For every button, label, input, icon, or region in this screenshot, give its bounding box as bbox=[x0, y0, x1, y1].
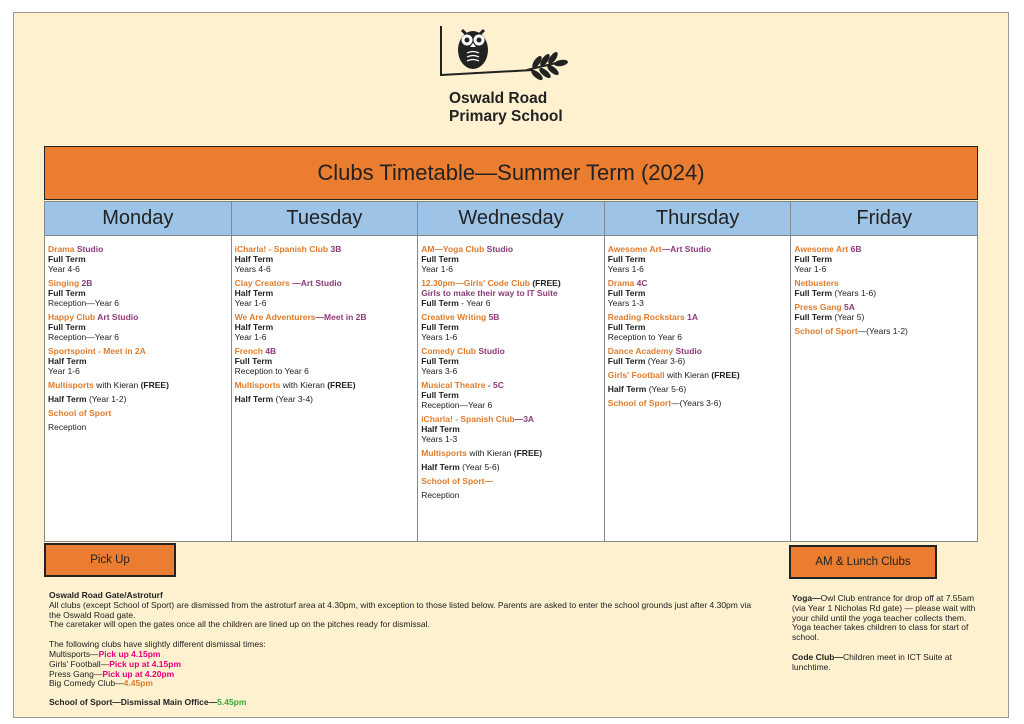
school-name bbox=[449, 90, 563, 126]
club-title-line bbox=[608, 398, 788, 408]
club-name: Musical Theatre bbox=[421, 380, 488, 390]
club-years: Year 1-6 bbox=[794, 264, 827, 274]
club-entry[interactable] bbox=[421, 448, 601, 472]
club-years: Year 1-6 bbox=[421, 264, 454, 274]
club-title-line bbox=[48, 244, 228, 254]
club-name: AM—Yoga Club bbox=[421, 244, 485, 254]
club-term-line bbox=[794, 312, 974, 322]
club-location: 3B bbox=[328, 244, 342, 254]
club-term: Half Term bbox=[48, 394, 87, 404]
timetable-grid bbox=[44, 201, 978, 542]
day-column-monday bbox=[45, 202, 232, 541]
club-note: Girls to make their way to IT Suite bbox=[421, 288, 558, 298]
day-header-monday: Monday bbox=[45, 202, 231, 236]
club-term-line bbox=[421, 298, 601, 308]
club-entry[interactable] bbox=[235, 244, 415, 274]
club-title-line bbox=[421, 312, 601, 322]
club-name: Awesome Art bbox=[607, 244, 662, 254]
club-entry[interactable] bbox=[608, 398, 788, 408]
club-term: Full Term bbox=[794, 312, 832, 322]
club-name: iCharla! - Spanish Club bbox=[421, 414, 515, 424]
club-name: School of Sport bbox=[48, 408, 112, 418]
club-title-line bbox=[235, 278, 415, 288]
club-title-line bbox=[48, 312, 228, 322]
dismissal-time: Pick up at 4.15pm bbox=[109, 658, 182, 669]
dismissal-time: Pick up at 4.20pm bbox=[102, 668, 175, 679]
club-name: Multisports bbox=[421, 448, 467, 458]
club-location: 4C bbox=[634, 278, 648, 288]
club-entry[interactable] bbox=[48, 278, 228, 308]
club-instructor: with Kieran bbox=[280, 380, 328, 390]
club-term-line bbox=[421, 462, 601, 472]
am-lunch-clubs-button[interactable]: AM & Lunch Clubs bbox=[789, 545, 937, 579]
club-years: (Year 5-6) bbox=[646, 384, 687, 394]
club-title-line bbox=[421, 278, 601, 288]
club-entry[interactable] bbox=[48, 408, 228, 432]
day-column-wednesday bbox=[418, 202, 605, 541]
club-term: Full Term bbox=[48, 322, 86, 332]
dismissal-club: Big Comedy Club— bbox=[49, 678, 124, 689]
timetable-title: Clubs Timetable—Summer Term (2024) bbox=[44, 146, 978, 200]
dismissal-time: 4.45pm bbox=[123, 678, 153, 689]
club-name: French bbox=[234, 346, 263, 356]
club-term-line bbox=[48, 394, 228, 404]
club-location: Studio bbox=[475, 346, 505, 356]
club-name: Press Gang bbox=[794, 302, 842, 312]
club-name: Clay Creators bbox=[234, 278, 290, 288]
club-title-line bbox=[235, 244, 415, 254]
club-title-line bbox=[235, 312, 415, 322]
notes-paragraph-2: The caretaker will open the gates once all the children are lined up on the pitches ready for dismissal. bbox=[49, 619, 430, 630]
club-entry[interactable] bbox=[235, 380, 415, 404]
club-years: Reception to Year 6 bbox=[234, 366, 309, 376]
day-header-friday: Friday bbox=[791, 202, 977, 236]
club-list bbox=[418, 236, 604, 508]
club-term: Half Term bbox=[234, 254, 274, 264]
club-term: Full Term bbox=[421, 356, 459, 366]
club-term-line bbox=[608, 384, 788, 394]
club-title-line bbox=[421, 380, 601, 390]
club-location: Studio bbox=[74, 244, 104, 254]
club-years: Year 1-6 bbox=[48, 366, 80, 376]
yoga-text: Owl Club entrance for drop off at 7.55am (via Year 1 Nicholas Rd gate) — please wait with your child until the yoga teacher collects them. bbox=[792, 593, 976, 623]
club-entry[interactable] bbox=[48, 380, 228, 404]
club-term: Full Term bbox=[48, 254, 86, 264]
pick-up-button[interactable]: Pick Up bbox=[44, 543, 176, 577]
club-years: Reception—Year 6 bbox=[48, 298, 120, 308]
yoga-note bbox=[792, 594, 980, 623]
club-term-line bbox=[235, 394, 415, 404]
club-years: Reception—Year 6 bbox=[421, 400, 493, 410]
club-title-line bbox=[608, 244, 788, 254]
day-column-thursday bbox=[605, 202, 792, 541]
club-title-line bbox=[421, 448, 601, 458]
club-entry[interactable] bbox=[608, 312, 788, 342]
club-entry[interactable] bbox=[794, 244, 974, 274]
school-of-sport-dismissal bbox=[49, 698, 759, 708]
club-years: —(Years 1-2) bbox=[857, 326, 908, 336]
club-list bbox=[45, 236, 231, 440]
club-name: Girls' Football bbox=[607, 370, 665, 380]
day-header-tuesday: Tuesday bbox=[232, 202, 418, 236]
club-title-line bbox=[48, 346, 228, 356]
club-years: Years 3-6 bbox=[421, 366, 458, 376]
club-name: Awesome Art bbox=[794, 244, 849, 254]
club-title-line bbox=[608, 346, 788, 356]
yoga-note-2: Yoga teacher takes children to class for start of school. bbox=[792, 622, 969, 643]
club-term: Half Term bbox=[421, 424, 460, 434]
club-term: Half Term bbox=[607, 384, 647, 394]
club-location: —Meet in 2B bbox=[315, 312, 367, 322]
club-name: School of Sport— bbox=[421, 476, 493, 486]
club-term-line bbox=[608, 356, 788, 366]
club-instructor: with Kieran bbox=[93, 380, 141, 390]
club-free-badge: (FREE) bbox=[532, 278, 561, 288]
club-name: Dance Academy bbox=[607, 346, 674, 356]
club-years: Reception bbox=[48, 422, 87, 432]
club-title-line bbox=[421, 346, 601, 356]
club-title-line bbox=[794, 326, 974, 336]
club-term: Full Term bbox=[794, 254, 832, 264]
club-term: Full Term bbox=[607, 288, 646, 298]
club-location: 1A bbox=[684, 312, 699, 322]
dismissal-time-row bbox=[49, 670, 759, 680]
club-years: Years 1-3 bbox=[607, 298, 644, 308]
club-title-line bbox=[421, 244, 601, 254]
club-years: (Year 1-2) bbox=[86, 394, 127, 404]
sos-time: 5.45pm bbox=[217, 697, 247, 708]
club-term: Full Term bbox=[234, 356, 273, 366]
club-years: Reception—Year 6 bbox=[48, 332, 120, 342]
club-years: (Year 5) bbox=[832, 312, 865, 322]
club-entry[interactable] bbox=[48, 346, 228, 376]
club-term: Half Term bbox=[234, 288, 274, 298]
day-header-wednesday: Wednesday bbox=[418, 202, 604, 236]
club-term: Half Term bbox=[48, 356, 87, 366]
club-location: - 5C bbox=[487, 380, 504, 390]
club-location: 5A bbox=[841, 302, 855, 312]
code-note bbox=[792, 653, 980, 673]
club-entry[interactable] bbox=[608, 244, 788, 274]
dismissal-time-row bbox=[49, 679, 759, 689]
dismissal-club: Girls' Football— bbox=[49, 658, 110, 669]
club-entry[interactable] bbox=[794, 326, 974, 336]
club-term: Full Term bbox=[607, 322, 646, 332]
am-lunch-notes bbox=[792, 594, 980, 673]
club-name: Happy Club bbox=[48, 312, 96, 322]
club-title-line bbox=[608, 370, 788, 380]
club-name: We Are Adventurers bbox=[234, 312, 316, 322]
club-entry[interactable] bbox=[421, 312, 601, 342]
club-entry[interactable] bbox=[794, 278, 974, 298]
school-name-line2: Primary School bbox=[449, 108, 563, 125]
club-free-badge: (FREE) bbox=[327, 380, 356, 390]
club-free-badge: (FREE) bbox=[140, 380, 169, 390]
club-location: Studio bbox=[673, 346, 702, 356]
club-title-line bbox=[48, 408, 228, 418]
club-title-line bbox=[421, 414, 601, 424]
club-years: (Year 3-4) bbox=[273, 394, 314, 404]
club-entry[interactable] bbox=[421, 346, 601, 376]
club-years: Year 1-6 bbox=[234, 332, 267, 342]
club-term: Half Term bbox=[234, 322, 274, 332]
club-location: 4B bbox=[262, 346, 277, 356]
club-name: iCharla! - Spanish Club bbox=[234, 244, 329, 254]
club-entry[interactable] bbox=[608, 346, 788, 366]
club-entry[interactable] bbox=[421, 476, 601, 500]
dismissal-time: Pick up 4.15pm bbox=[98, 648, 161, 659]
club-location: Art Studio bbox=[95, 312, 139, 322]
club-years: - Year 6 bbox=[458, 298, 491, 308]
code-label: Code Club— bbox=[792, 651, 843, 662]
club-title-line bbox=[794, 278, 974, 288]
club-entry[interactable] bbox=[235, 346, 415, 376]
club-name: Drama bbox=[48, 244, 75, 254]
club-list bbox=[605, 236, 791, 416]
club-name: School of Sport bbox=[607, 398, 672, 408]
club-term: Full Term bbox=[607, 254, 646, 264]
club-entry[interactable] bbox=[235, 312, 415, 342]
club-entry[interactable] bbox=[421, 244, 601, 274]
club-title-line bbox=[48, 278, 228, 288]
club-term: Full Term bbox=[421, 298, 459, 308]
sos-label: School of Sport—Dismissal Main Office— bbox=[49, 697, 218, 708]
club-entry[interactable] bbox=[48, 312, 228, 342]
dismissal-club: Press Gang— bbox=[49, 668, 103, 679]
club-title-line bbox=[794, 302, 974, 312]
notes-paragraph-1: All clubs (except School of Sport) are dismissed from the astroturf area at 4.30pm, with exception to those listed below. Parents are asked to enter the school grounds just after 4.30pm via the Oswald Road gate. bbox=[49, 599, 752, 620]
club-years: (Year 3-6) bbox=[645, 356, 686, 366]
club-location: Studio bbox=[484, 244, 514, 254]
club-term: Full Term bbox=[421, 254, 459, 264]
club-term: Full Term bbox=[607, 356, 646, 366]
club-years: Years 1-6 bbox=[607, 264, 644, 274]
club-name: 12.30pm—Girls' Code Club bbox=[421, 278, 533, 288]
club-name: Reading Rockstars bbox=[607, 312, 685, 322]
club-entry[interactable] bbox=[608, 370, 788, 394]
club-free-badge: (FREE) bbox=[513, 448, 543, 458]
notes-paragraph-3: The following clubs have slightly different dismissal times: bbox=[49, 639, 266, 650]
club-years: Year 4-6 bbox=[48, 264, 80, 274]
notes-heading: Oswald Road Gate/Astroturf bbox=[49, 590, 163, 600]
club-years: Years 4-6 bbox=[234, 264, 271, 274]
club-term: Full Term bbox=[421, 390, 459, 400]
club-free-badge: (FREE) bbox=[711, 370, 740, 380]
code-text: Children meet in ICT Suite at lunchtime. bbox=[792, 651, 952, 672]
leaves-icon bbox=[437, 26, 577, 88]
club-term-line bbox=[794, 288, 974, 298]
club-term: Full Term bbox=[794, 288, 832, 298]
day-header-thursday: Thursday bbox=[605, 202, 791, 236]
club-name: Creative Writing bbox=[421, 312, 487, 322]
club-entry[interactable] bbox=[235, 278, 415, 308]
club-location: —Art Studio bbox=[661, 244, 712, 254]
club-name: Multisports bbox=[234, 380, 281, 390]
school-name-line1: Oswald Road bbox=[449, 90, 548, 107]
club-location: —3A bbox=[514, 414, 535, 424]
club-years: Years 1-3 bbox=[421, 434, 458, 444]
club-name: Sportspoint - Meet in 2A bbox=[48, 346, 146, 356]
club-years: (Year 5-6) bbox=[459, 462, 500, 472]
club-years: Years 1-6 bbox=[421, 332, 458, 342]
club-entry[interactable] bbox=[48, 244, 228, 274]
club-years: Reception to Year 6 bbox=[607, 332, 682, 342]
club-term: Full Term bbox=[421, 322, 459, 332]
club-location: —Art Studio bbox=[289, 278, 342, 288]
club-years: Reception bbox=[421, 490, 460, 500]
club-years: (Years 1-6) bbox=[832, 288, 877, 298]
club-entry[interactable] bbox=[794, 302, 974, 322]
yoga-label: Yoga— bbox=[792, 593, 821, 603]
club-name: Drama bbox=[607, 278, 635, 288]
club-name: Multisports bbox=[48, 380, 94, 390]
club-list bbox=[232, 236, 418, 412]
club-title-line bbox=[421, 476, 601, 486]
club-location: 2B bbox=[79, 278, 93, 288]
club-years: Year 1-6 bbox=[234, 298, 267, 308]
dismissal-times-list bbox=[49, 650, 759, 689]
club-location: 5B bbox=[486, 312, 500, 322]
club-title-line bbox=[235, 380, 415, 390]
club-instructor: with Kieran bbox=[467, 448, 514, 458]
club-name: School of Sport bbox=[794, 326, 858, 336]
day-column-friday bbox=[791, 202, 977, 541]
club-instructor: with Kieran bbox=[664, 370, 712, 380]
club-title-line bbox=[608, 278, 788, 288]
club-location: 6B bbox=[848, 244, 862, 254]
club-years: —(Years 3-6) bbox=[671, 398, 722, 408]
club-name: Netbusters bbox=[794, 278, 839, 288]
club-entry[interactable] bbox=[421, 278, 601, 308]
club-title-line bbox=[48, 380, 228, 390]
day-column-tuesday bbox=[232, 202, 419, 541]
club-title-line bbox=[608, 312, 788, 322]
club-term: Full Term bbox=[48, 288, 86, 298]
dismissal-notes bbox=[49, 591, 759, 708]
club-name: Singing bbox=[48, 278, 80, 288]
club-term: Half Term bbox=[421, 462, 460, 472]
club-name: Comedy Club bbox=[421, 346, 476, 356]
club-entry[interactable] bbox=[608, 278, 788, 308]
dismissal-club: Multisports— bbox=[49, 648, 99, 659]
club-title-line bbox=[794, 244, 974, 254]
club-list bbox=[791, 236, 977, 344]
club-term: Half Term bbox=[234, 394, 274, 404]
club-entry[interactable] bbox=[421, 380, 601, 410]
club-title-line bbox=[235, 346, 415, 356]
club-entry[interactable] bbox=[421, 414, 601, 444]
